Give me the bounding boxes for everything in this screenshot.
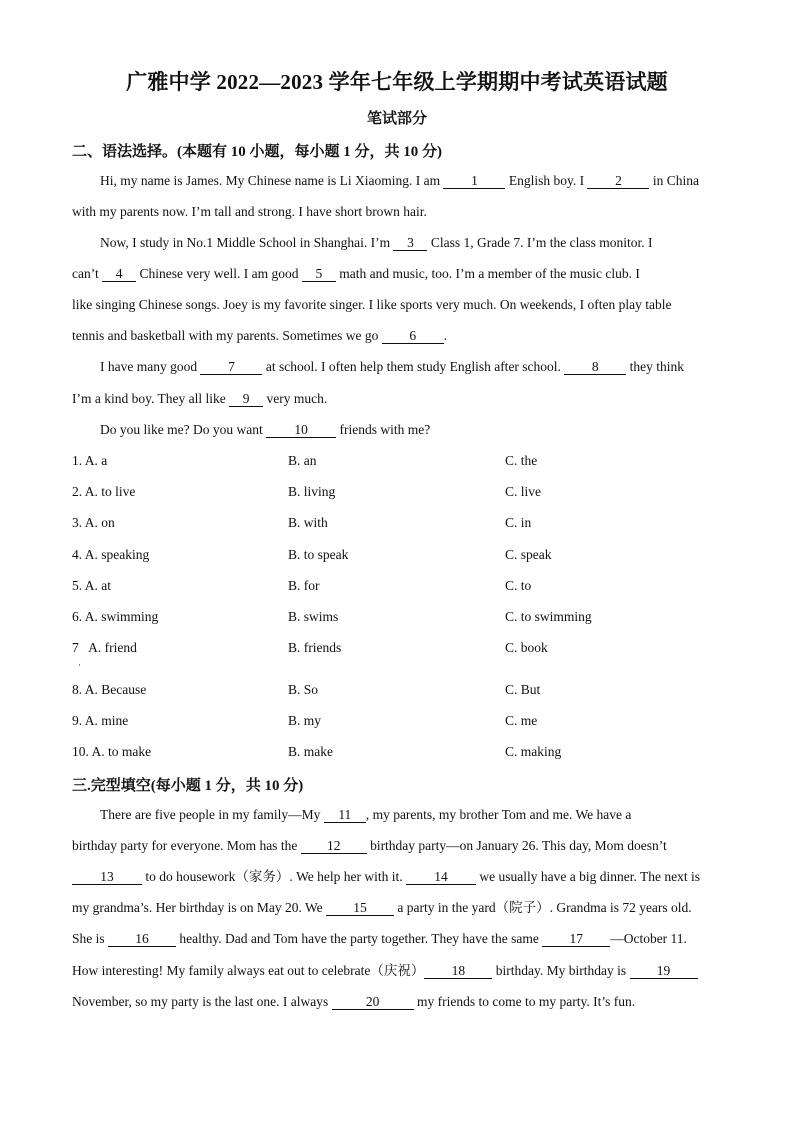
- passage-line: I’m a kind boy. They all like 9 very much.: [72, 391, 328, 406]
- blank-2: 2: [587, 173, 649, 189]
- passage-line: Hi, my name is James. My Chinese name is Li Xiaoming. I am 1 English boy. I 2 in China: [100, 173, 699, 188]
- option-row: [72, 680, 722, 700]
- option-row: [72, 482, 722, 502]
- option-b: B. friends: [288, 640, 342, 655]
- option-row: [72, 638, 722, 658]
- option-a: 9. A. mine: [72, 713, 129, 728]
- option-row: [72, 607, 722, 627]
- section-heading-grammar: 二、语法选择。(本题有 10 小题，每小题 1 分，共 10 分): [72, 144, 442, 160]
- option-b: B. swims: [288, 609, 339, 624]
- option-c: C. to: [505, 578, 532, 593]
- blank-4: 4: [102, 266, 136, 282]
- blank-17: 17: [542, 931, 610, 947]
- blank-5: 5: [302, 266, 336, 282]
- option-b: B. So: [288, 682, 319, 697]
- option-a: 10. A. to make: [72, 744, 152, 759]
- option-row: [72, 711, 722, 731]
- blank-10: 10: [266, 422, 336, 438]
- option-c: C. the: [505, 453, 538, 468]
- option-a: 1. A. a: [72, 453, 108, 468]
- blank-20: 20: [332, 994, 414, 1010]
- passage-line: I have many good 7 at school. I often help them study English after school. 8 they think: [100, 359, 685, 374]
- passage-line: Do you like me? Do you want 10 friends with me?: [100, 422, 431, 437]
- option-c: C. live: [505, 484, 541, 499]
- passage-line: There are five people in my family—My 11 , my parents, my brother Tom and me. We have a: [100, 807, 632, 822]
- passage-line: How interesting! My family always eat out to celebrate（庆祝） 18 birthday. My birthday is 19: [72, 961, 722, 981]
- blank-12: 12: [301, 838, 367, 854]
- option-a: 5. A. at: [72, 578, 111, 593]
- blank-6: 6: [382, 328, 444, 344]
- blank-13: 13: [72, 869, 142, 885]
- option-b: B. an: [288, 453, 317, 468]
- blank-8: 8: [564, 359, 626, 375]
- option-b: B. for: [288, 578, 320, 593]
- option-a: 7 A. friend: [72, 640, 137, 655]
- passage-line: can’t 4 Chinese very well. I am good 5 math and music, too. I’m a member of the music club. I: [72, 266, 640, 281]
- passage-line: Now, I study in No.1 Middle School in Shanghai. I’m 3 Class 1, Grade 7. I’m the class monitor. I: [100, 235, 653, 250]
- option-c: C. speak: [505, 547, 552, 562]
- passage-line: She is 16 healthy. Dad and Tom have the party together. They have the same 17 —October 11.: [72, 931, 687, 946]
- option-row: [72, 513, 722, 533]
- passage-line: my grandma’s. Her birthday is on May 20. We 15 a party in the yard（院子）. Grandma is 72 years old.: [72, 900, 692, 915]
- blank-11: 11: [324, 807, 366, 823]
- passage-line: birthday party for everyone. Mom has the 12 birthday party—on January 26. This day, Mom doesn’t: [72, 838, 667, 853]
- option-c: C. to swimming: [505, 609, 592, 624]
- passage-line: 13 to do housework（家务）. We help her with it. 14 we usually have a big dinner. The next is: [72, 867, 722, 887]
- passage-line: November, so my party is the last one. I always 20 my friends to come to my party. It’s fun.: [72, 994, 636, 1009]
- page-subtitle: 笔试部分: [366, 111, 427, 127]
- option-b: B. make: [288, 744, 333, 759]
- section-heading-cloze: 三.完型填空(每小题 1 分，共 10 分): [72, 778, 304, 794]
- option-b: B. to speak: [288, 547, 349, 562]
- blank-19: 19: [630, 963, 698, 979]
- option-a: 3. A. on: [72, 515, 115, 530]
- stray-mark: ·: [78, 660, 81, 670]
- option-a: 6. A. swimming: [72, 609, 159, 624]
- option-b: B. my: [288, 713, 322, 728]
- option-a: 4. A. speaking: [72, 547, 150, 562]
- blank-3: 3: [393, 235, 427, 251]
- blank-9: 9: [229, 391, 263, 407]
- blank-15: 15: [326, 900, 394, 916]
- option-b: B. with: [288, 515, 328, 530]
- option-b: B. living: [288, 484, 336, 499]
- option-a: 2. A. to live: [72, 484, 136, 499]
- passage-line: with my parents now. I’m tall and strong. I have short brown hair.: [72, 204, 427, 219]
- option-c: C. making: [505, 744, 562, 759]
- option-row: [72, 576, 722, 596]
- passage-line: like singing Chinese songs. Joey is my favorite singer. I like sports very much. On weekends, I often play table: [72, 297, 672, 312]
- option-row: [72, 742, 722, 762]
- option-a: 8. A. Because: [72, 682, 147, 697]
- option-c: C. in: [505, 515, 532, 530]
- blank-16: 16: [108, 931, 176, 947]
- blank-1: 1: [443, 173, 505, 189]
- passage-line: tennis and basketball with my parents. Sometimes we go 6 .: [72, 328, 448, 343]
- option-row: [72, 545, 722, 565]
- option-c: C. But: [505, 682, 541, 697]
- option-c: C. book: [505, 640, 548, 655]
- blank-18: 18: [424, 963, 492, 979]
- option-row: [72, 451, 722, 471]
- blank-14: 14: [406, 869, 476, 885]
- blank-7: 7: [200, 359, 262, 375]
- page-title: 广雅中学 2022—2023 学年七年级上学期期中考试英语试题: [126, 70, 668, 94]
- option-c: C. me: [505, 713, 538, 728]
